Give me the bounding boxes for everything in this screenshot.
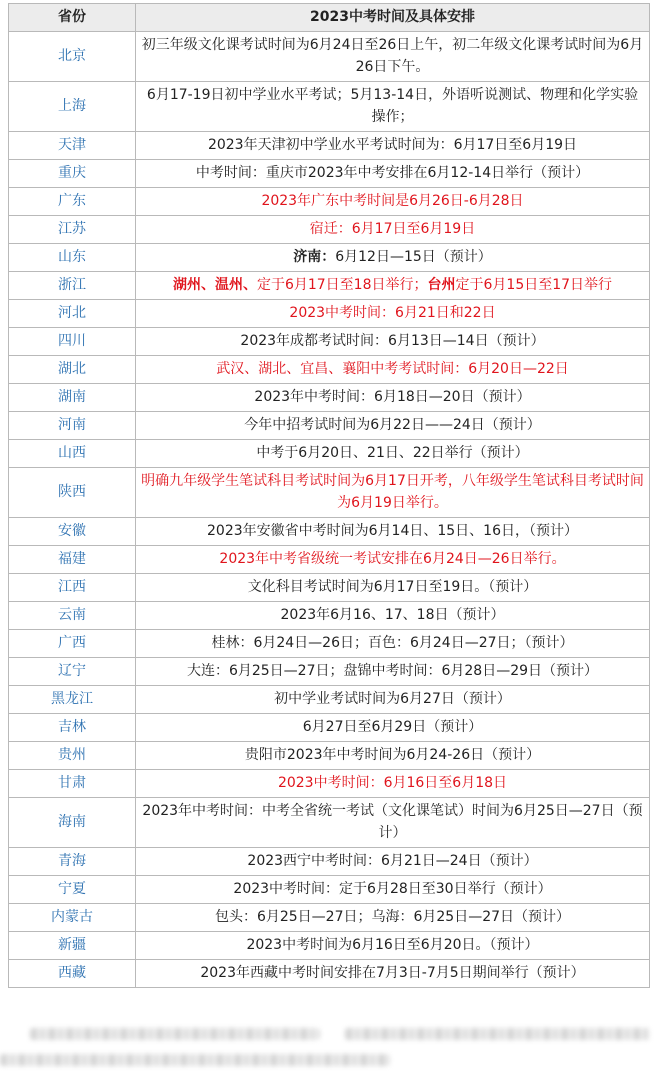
schedule-cell	[136, 876, 650, 904]
province-cell: 陕西	[9, 468, 136, 518]
table-row	[9, 188, 650, 216]
schedule-cell	[136, 960, 650, 988]
schedule-text: 2023年天津初中学业水平考试时间为：6月17日至6月19日	[207, 137, 578, 153]
table-row	[9, 714, 650, 742]
schedule-text: 文化科目考试时间为6月17日至19日。（预计）	[247, 579, 538, 595]
province-cell: 江苏	[9, 216, 136, 244]
schedule-text: 贵阳市2023年中考时间为6月24-26日（预计）	[244, 747, 541, 763]
header-province: 省份	[9, 4, 136, 32]
schedule-cell	[136, 160, 650, 188]
blurred-line	[30, 1028, 320, 1040]
schedule-text: 桂林：6月24日—26日；百色：6月24日—27日；（预计）	[211, 635, 574, 651]
table-row	[9, 848, 650, 876]
schedule-text: 2023年西藏中考时间安排在7月3日-7月5日期间举行（预计）	[200, 965, 585, 981]
province-cell: 重庆	[9, 160, 136, 188]
schedule-text: 2023中考时间：定于6月28日至30日举行（预计）	[233, 881, 552, 897]
province-cell: 河南	[9, 412, 136, 440]
province-cell: 上海	[9, 82, 136, 132]
schedule-cell	[136, 132, 650, 160]
schedule-cell	[136, 272, 650, 300]
city-highlight: 湖州、温州、	[172, 277, 257, 293]
province-cell: 内蒙古	[9, 904, 136, 932]
schedule-cell	[136, 770, 650, 798]
table-header-row	[9, 4, 650, 32]
province-cell: 广东	[9, 188, 136, 216]
schedule-cell	[136, 714, 650, 742]
schedule-text: 2023年广东中考时间是6月26日-6月28日	[261, 193, 524, 209]
schedule-cell	[136, 658, 650, 686]
province-cell: 四川	[9, 328, 136, 356]
province-cell: 湖北	[9, 356, 136, 384]
schedule-text: 2023年成都考试时间：6月13日—14日（预计）	[240, 333, 545, 349]
schedule-text: 6月12日—15日（预计）	[335, 249, 492, 265]
province-cell: 甘肃	[9, 770, 136, 798]
city-highlight: 台州	[427, 277, 456, 293]
province-cell: 河北	[9, 300, 136, 328]
schedule-text: 2023年中考时间：6月18日—20日（预计）	[254, 389, 531, 405]
schedule-cell	[136, 216, 650, 244]
schedule-cell	[136, 686, 650, 714]
schedule-text: 2023中考时间为6月16日至6月20日。（预计）	[246, 937, 539, 953]
schedule-text: 今年中招考试时间为6月22日——24日（预计）	[244, 417, 541, 433]
table-row	[9, 960, 650, 988]
table-row	[9, 468, 650, 518]
table-row	[9, 132, 650, 160]
province-cell: 北京	[9, 32, 136, 82]
province-cell: 山东	[9, 244, 136, 272]
schedule-cell	[136, 848, 650, 876]
city-highlight: 济南：	[293, 249, 336, 265]
schedule-cell	[136, 412, 650, 440]
schedule-text: 2023中考时间：6月16日至6月18日	[277, 775, 508, 791]
schedule-cell	[136, 904, 650, 932]
province-cell: 新疆	[9, 932, 136, 960]
schedule-cell	[136, 244, 650, 272]
table-row	[9, 742, 650, 770]
schedule-cell	[136, 630, 650, 658]
table-row	[9, 160, 650, 188]
province-cell: 江西	[9, 574, 136, 602]
schedule-text: 2023西宁中考时间：6月21日—24日（预计）	[247, 853, 538, 869]
schedule-cell	[136, 188, 650, 216]
schedule-cell	[136, 384, 650, 412]
table-row	[9, 658, 650, 686]
schedule-text: 包头：6月25日—27日；乌海：6月25日—27日（预计）	[214, 909, 571, 925]
schedule-text: 2023年中考省级统一考试安排在6月24日—26日举行。	[219, 551, 566, 567]
province-cell: 云南	[9, 602, 136, 630]
schedule-cell	[136, 468, 650, 518]
province-cell: 青海	[9, 848, 136, 876]
schedule-text: 宿迁：6月17日至6月19日	[309, 221, 476, 237]
province-cell: 安徽	[9, 518, 136, 546]
province-cell: 山西	[9, 440, 136, 468]
schedule-cell	[136, 546, 650, 574]
schedule-cell	[136, 798, 650, 848]
schedule-text: 6月17-19日初中学业水平考试；5月13-14日，外语听说测试、物理和化学实验操作；	[146, 87, 639, 125]
schedule-text: 初中学业考试时间为6月27日（预计）	[274, 691, 511, 707]
schedule-cell	[136, 742, 650, 770]
schedule-cell	[136, 356, 650, 384]
table-row	[9, 82, 650, 132]
schedule-text: 2023年6月16、17、18日（预计）	[280, 607, 505, 623]
schedule-text: 定于6月15日至17日举行	[455, 277, 613, 293]
table-row	[9, 216, 650, 244]
table-row	[9, 630, 650, 658]
province-cell: 宁夏	[9, 876, 136, 904]
table-row	[9, 574, 650, 602]
table-row	[9, 602, 650, 630]
province-cell: 黑龙江	[9, 686, 136, 714]
schedule-text: 6月27日至6月29日（预计）	[302, 719, 483, 735]
blurred-line	[0, 1054, 390, 1066]
province-cell: 吉林	[9, 714, 136, 742]
schedule-cell	[136, 300, 650, 328]
schedule-cell	[136, 518, 650, 546]
table-row	[9, 328, 650, 356]
schedule-cell	[136, 932, 650, 960]
province-cell: 福建	[9, 546, 136, 574]
table-row	[9, 384, 650, 412]
province-cell: 贵州	[9, 742, 136, 770]
table-row	[9, 904, 650, 932]
province-cell: 海南	[9, 798, 136, 848]
table-row	[9, 272, 650, 300]
table-row	[9, 412, 650, 440]
schedule-cell	[136, 328, 650, 356]
schedule-text: 定于6月17日至18日举行；	[256, 277, 428, 293]
province-cell: 湖南	[9, 384, 136, 412]
schedule-text: 中考时间：重庆市2023年中考安排在6月12-14日举行（预计）	[195, 165, 590, 181]
schedule-cell	[136, 440, 650, 468]
table-row	[9, 518, 650, 546]
blurred-line	[345, 1028, 650, 1040]
schedule-cell	[136, 574, 650, 602]
province-cell: 辽宁	[9, 658, 136, 686]
exam-schedule-table	[8, 3, 650, 988]
schedule-text: 武汉、湖北、宜昌、襄阳中考考试时间：6月20日—22日	[216, 361, 569, 377]
table-row	[9, 932, 650, 960]
schedule-text: 2023中考时间：6月21日和22日	[289, 305, 496, 321]
table-row	[9, 546, 650, 574]
table-row	[9, 876, 650, 904]
schedule-text: 2023年安徽省中考时间为6月14日、15日、16日，（预计）	[207, 523, 578, 539]
schedule-text: 明确九年级学生笔试科目考试时间为6月17日开考，八年级学生笔试科目考试时间为6月19日举行。	[141, 473, 644, 511]
schedule-text: 初三年级文化课考试时间为6月24日至26日上午，初二年级文化课考试时间为6月26日下午。	[141, 37, 644, 75]
table-row	[9, 798, 650, 848]
table-row	[9, 32, 650, 82]
table-body	[9, 32, 650, 988]
schedule-cell	[136, 82, 650, 132]
table-row	[9, 440, 650, 468]
header-schedule: 2023中考时间及具体安排	[136, 4, 650, 32]
schedule-text: 2023年中考时间：中考全省统一考试（文化课笔试）时间为6月25日—27日（预计）	[142, 803, 643, 841]
schedule-text: 中考于6月20日、21日、22日举行（预计）	[256, 445, 529, 461]
province-cell: 浙江	[9, 272, 136, 300]
schedule-cell	[136, 602, 650, 630]
table-row	[9, 770, 650, 798]
blurred-footer-text	[0, 1016, 659, 1091]
province-cell: 广西	[9, 630, 136, 658]
schedule-text: 大连：6月25日—27日；盘锦中考时间：6月28日—29日（预计）	[186, 663, 599, 679]
province-cell: 天津	[9, 132, 136, 160]
table-row	[9, 686, 650, 714]
table-row	[9, 356, 650, 384]
table-row	[9, 300, 650, 328]
table-row	[9, 244, 650, 272]
schedule-cell	[136, 32, 650, 82]
province-cell: 西藏	[9, 960, 136, 988]
